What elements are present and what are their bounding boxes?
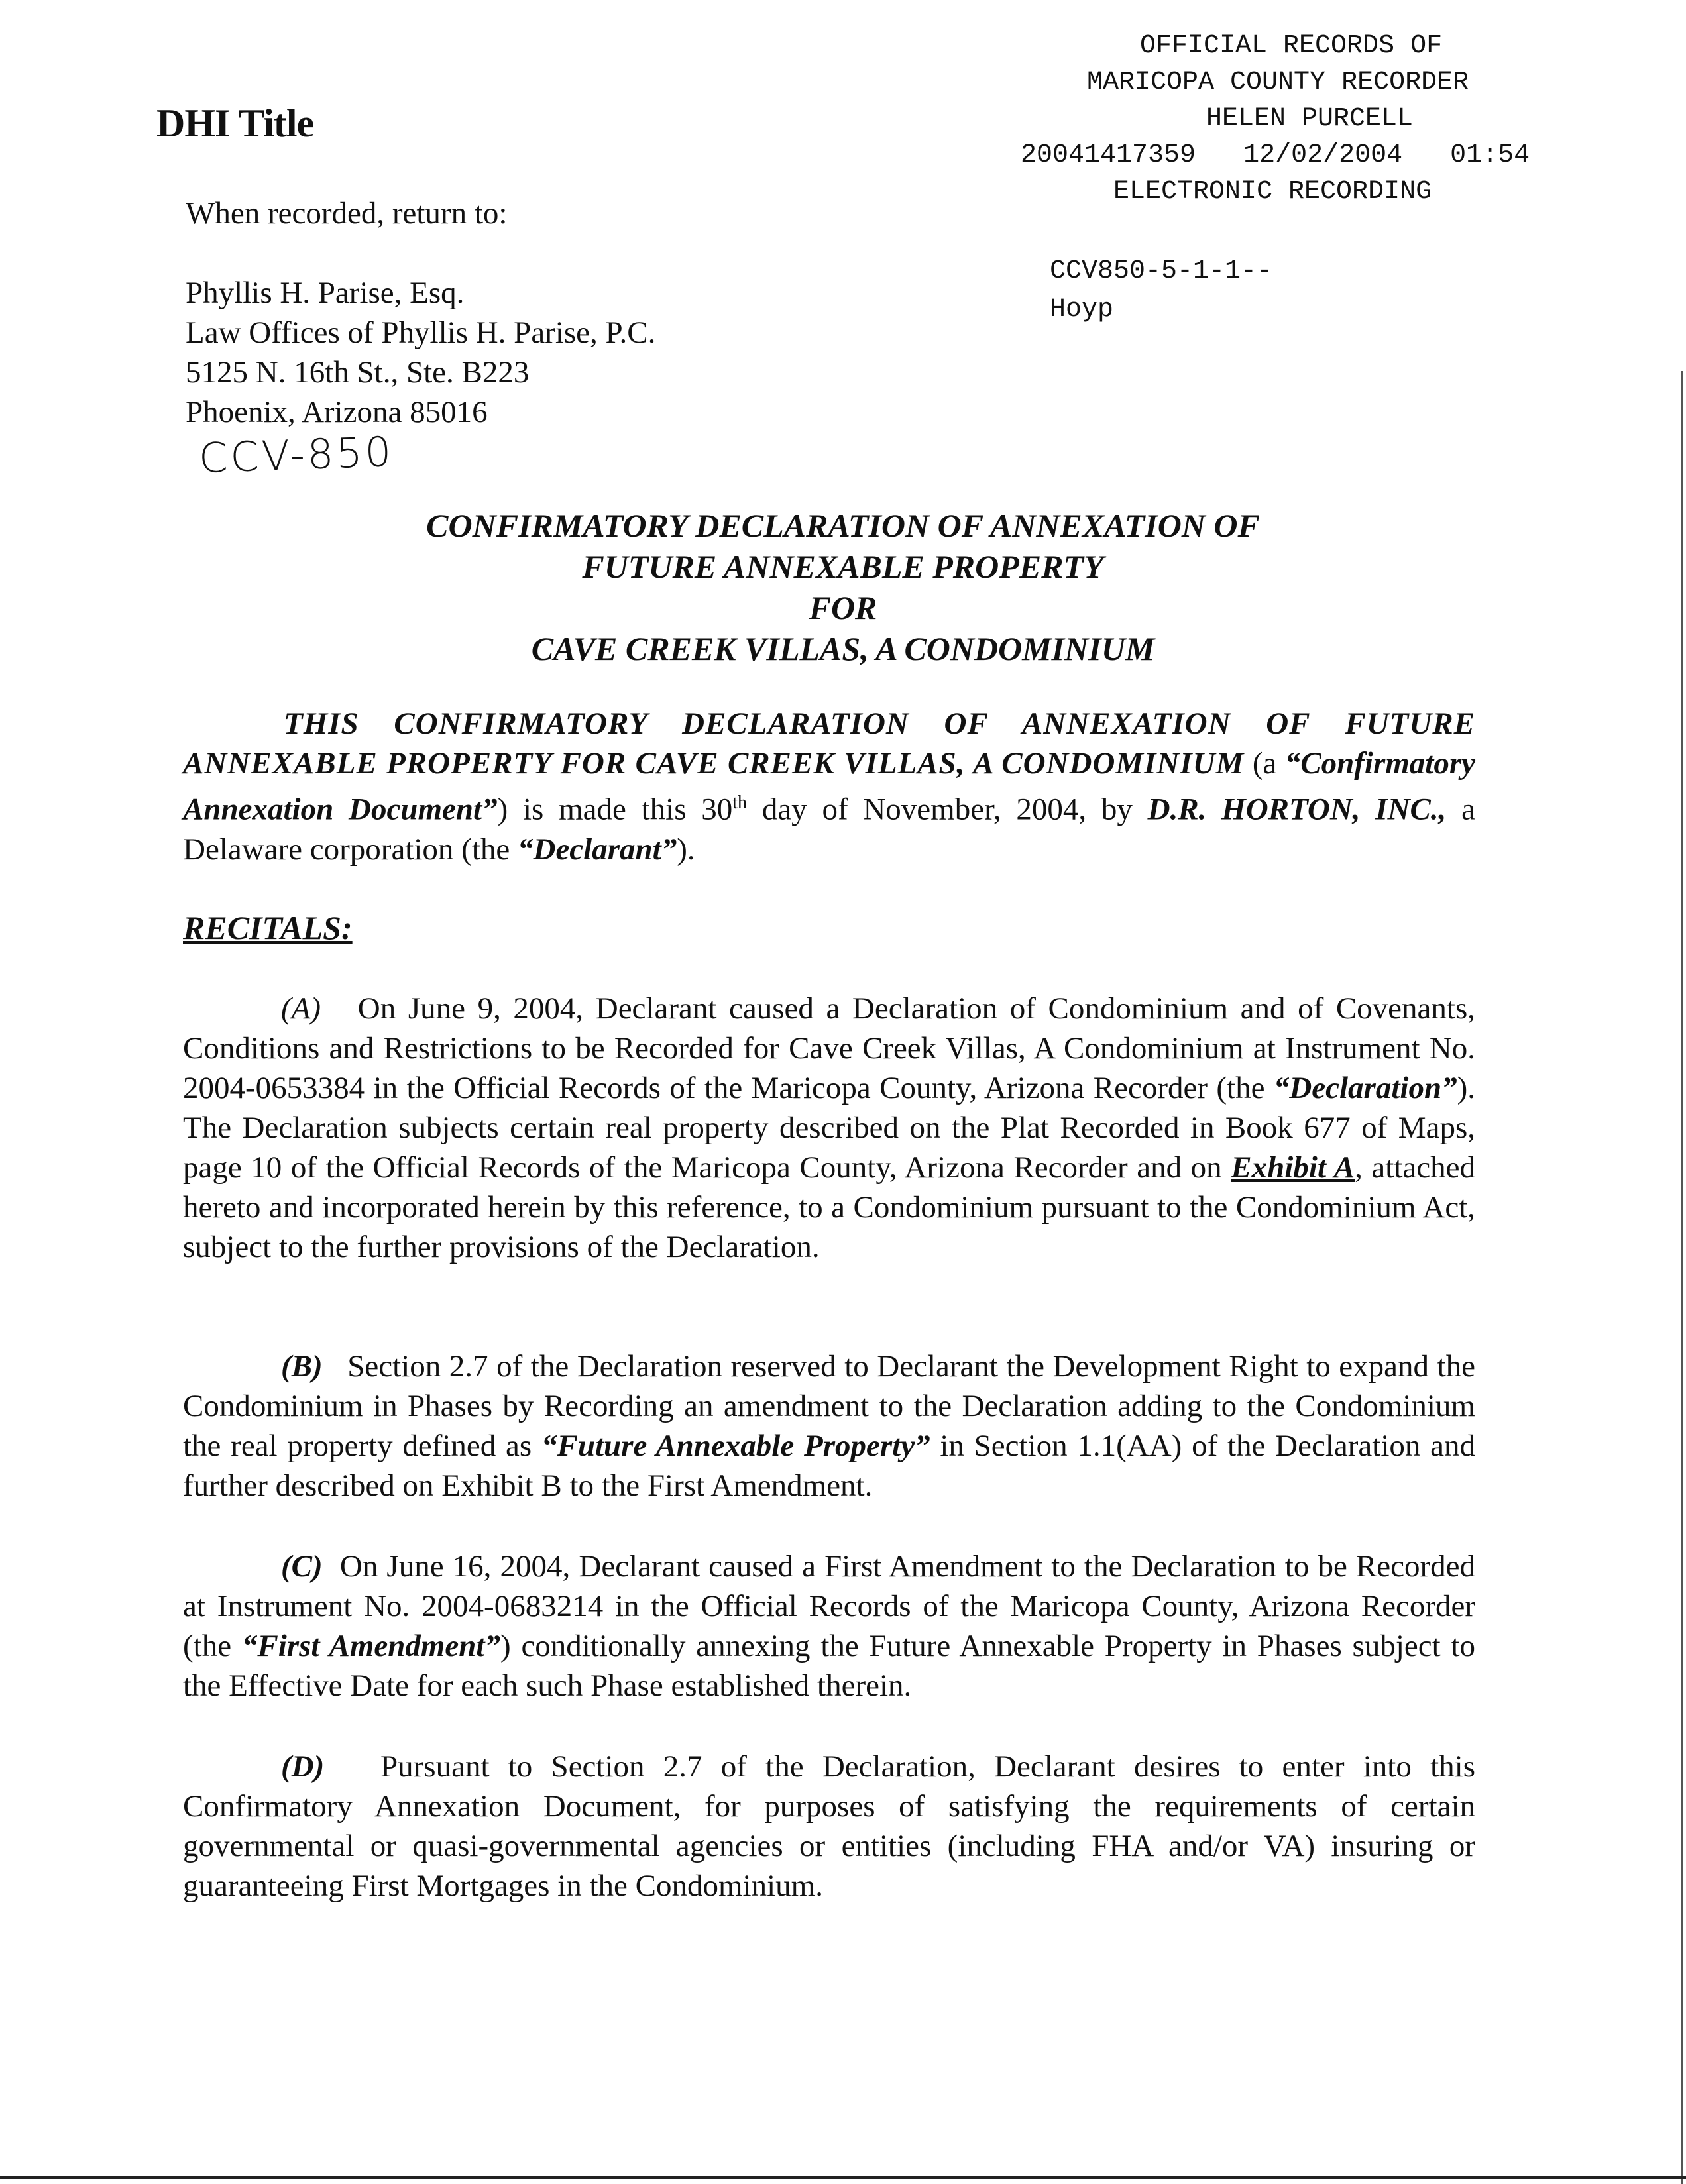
document-title	[0, 505, 1686, 669]
address-line: 5125 N. 16th St., Ste. B223	[186, 355, 530, 390]
address-line: Phyllis H. Parise, Esq.	[186, 276, 465, 310]
title-line: CONFIRMATORY DECLARATION OF ANNEXATION OF	[426, 507, 1260, 544]
defined-term: “Declaration”	[1273, 1071, 1457, 1105]
intro-text: (a	[1244, 746, 1285, 781]
recital-label: (D)	[281, 1749, 325, 1784]
intro-text: ).	[677, 832, 695, 867]
ordinal-suffix: th	[732, 792, 748, 813]
intro-text: ) is made this 30	[497, 792, 733, 827]
stamp-time: 01:54	[1450, 140, 1530, 170]
recital-text: Section 2.7 of the Declaration reserved to Declarant the Development Right to expand the Condominium in Phases by Recording an amendment to the Declaration adding to the Condominium the real property defined as	[183, 1349, 1475, 1463]
scan-edge-bottom	[0, 2176, 1686, 2179]
address-line: Law Offices of Phyllis H. Parise, P.C.	[186, 315, 656, 350]
recital-text: ) conditionally annexing the Future Annexable Property in Phases subject to the Effective Date for each such Phase established therein.	[183, 1629, 1476, 1703]
stamp-line: ELECTRONIC RECORDING	[1113, 177, 1432, 207]
document-name: THIS CONFIRMATORY DECLARATION OF ANNEXATION OF FUTURE ANNEXABLE PROPERTY FOR CAVE CREEK VILLAS, A CONDOMINIUM	[183, 706, 1475, 781]
stamp-line: MARICOPA COUNTY RECORDER	[1087, 68, 1469, 97]
intro-text: day of November, 2004, by	[747, 792, 1148, 827]
stamp-line: HELEN PURCELL	[1206, 104, 1414, 134]
stamp-record-line	[1021, 137, 1630, 174]
recitals-heading: RECITALS:	[183, 909, 353, 946]
recital-text: , attached hereto and incorporated herein by this reference, to a Condominium pursuant to the Condominium Act, subject to the further provisions of the Declaration.	[183, 1150, 1475, 1264]
recital-b	[183, 1346, 1475, 1505]
short-name: “Confirmatory Annexation Document”	[183, 746, 1476, 827]
declarant-name: D.R. HORTON, INC.,	[1147, 792, 1447, 827]
defined-term: “First Amendment”	[241, 1629, 500, 1663]
recital-c	[183, 1547, 1475, 1706]
clerk-initials: Hoyp	[1050, 295, 1114, 325]
company-logo: DHI Title	[156, 101, 314, 145]
stamp-doc-number: 20041417359	[1021, 140, 1196, 170]
intro-text: a Delaware corporation (the	[183, 792, 1475, 867]
recital-label: (C)	[281, 1549, 323, 1584]
return-label: When recorded, return to:	[186, 196, 508, 231]
address-line: Phoenix, Arizona 85016	[186, 395, 488, 429]
recital-label: (A)	[281, 991, 321, 1026]
recital-text: Pursuant to Section 2.7 of the Declaration, Declarant desires to enter into this Confirmatory Annexation Document, for purposes of satisfying the requirements of certain governmental or quasi-governmental agencies or entities (including FHA and/or VA) insuring or guaranteeing First Mortgages in the Condominium.	[183, 1749, 1475, 1903]
defined-term: “Future Annexable Property”	[541, 1429, 930, 1463]
recital-label: (B)	[281, 1349, 323, 1384]
intro-paragraph	[183, 704, 1475, 869]
recital-text: ). The Declaration subjects certain real property described on the Plat Recorded in Book 677 of Maps, page 10 of the Official Records of the Maricopa County, Arizona Recorder and on	[183, 1071, 1475, 1185]
recital-a	[183, 989, 1475, 1267]
recital-text: On June 9, 2004, Declarant caused a Declaration of Condominium and of Covenants, Conditions and Restrictions to be Recorded for Cave Creek Villas, A Condominium at Instrument No. 2004-0653384 in the Official Records of the Maricopa County, Arizona Recorder (the	[183, 991, 1476, 1105]
exhibit-reference: Exhibit A	[1231, 1150, 1355, 1185]
return-address	[186, 273, 655, 432]
recorder-stamp	[1021, 28, 1630, 210]
recital-text: On June 16, 2004, Declarant caused a First Amendment to the Declaration to be Recorded at Instrument No. 2004-0683214 in the Official Records of the Maricopa County, Arizona Recorder (the	[183, 1549, 1475, 1663]
recital-text: in Section 1.1(AA) of the Declaration and further described on Exhibit B to the First Amendment.	[183, 1429, 1475, 1503]
title-line: FUTURE ANNEXABLE PROPERTY	[582, 548, 1104, 585]
recital-d	[183, 1747, 1475, 1906]
recording-code: CCV850-5-1-1--	[1050, 256, 1273, 286]
stamp-line: OFFICIAL RECORDS OF	[1140, 31, 1443, 61]
title-line: FOR	[809, 589, 877, 626]
scan-edge-right	[1681, 371, 1683, 2184]
title-line: CAVE CREEK VILLAS, A CONDOMINIUM	[531, 630, 1155, 667]
declarant-term: “Declarant”	[518, 832, 677, 867]
handwritten-note: CCV-850	[197, 427, 395, 483]
stamp-date: 12/02/2004	[1243, 140, 1403, 170]
